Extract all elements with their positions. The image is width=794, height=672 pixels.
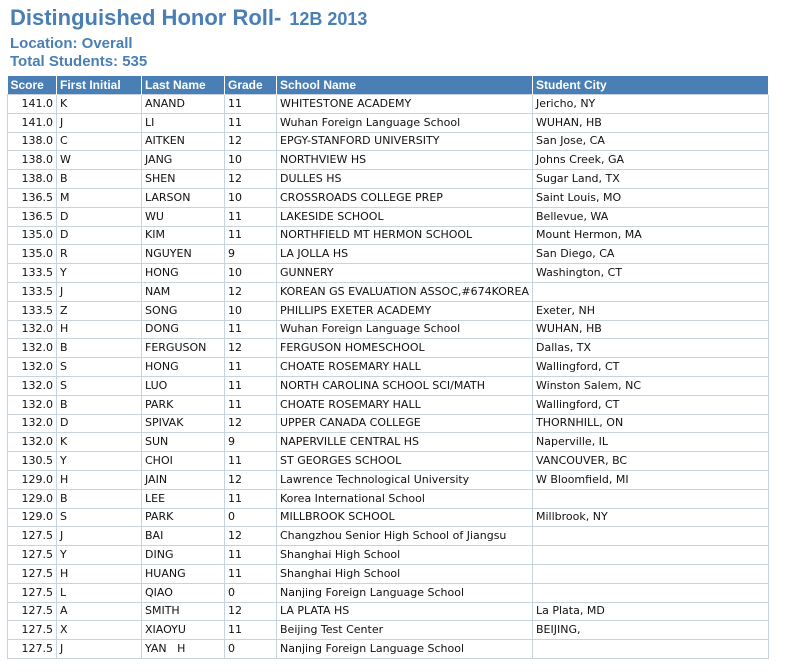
school-name-cell: FERGUSON HOMESCHOOL [277,339,533,358]
last-name-cell: HONG [142,358,225,377]
student-city-cell: VANCOUVER, BC [533,452,769,471]
student-city-cell: Jericho, NY [533,95,769,114]
table-row [8,527,769,546]
student-city-cell: Johns Creek, GA [533,151,769,170]
school-name-cell: Nanjing Foreign Language School [277,640,533,659]
score-cell: 133.5 [8,301,57,320]
grade-cell: 10 [225,188,277,207]
student-city-cell [533,527,769,546]
school-name-cell: CHOATE ROSEMARY HALL [277,358,533,377]
last-name-cell: LEE [142,489,225,508]
school-name-cell: Beijing Test Center [277,621,533,640]
first-initial-cell: B [57,170,142,189]
report-header [10,4,367,71]
grade-cell: 12 [225,414,277,433]
score-cell: 127.5 [8,583,57,602]
grade-cell: 0 [225,640,277,659]
student-city-cell [533,489,769,508]
last-name-cell: QIAO [142,583,225,602]
column-header-student-city[interactable]: Student City [533,76,769,95]
table-row [8,113,769,132]
table-row [8,489,769,508]
grade-cell: 11 [225,376,277,395]
column-header-grade[interactable]: Grade [225,76,277,95]
student-city-cell [533,282,769,301]
table-row [8,358,769,377]
last-name-cell: XIAOYU [142,621,225,640]
student-city-cell: Millbrook, NY [533,508,769,527]
student-city-cell: Wallingford, CT [533,395,769,414]
grade-cell: 11 [225,207,277,226]
first-initial-cell: J [57,527,142,546]
score-cell: 127.5 [8,546,57,565]
table-row [8,282,769,301]
school-name-cell: PHILLIPS EXETER ACADEMY [277,301,533,320]
last-name-cell: SONG [142,301,225,320]
score-cell: 132.0 [8,320,57,339]
student-city-cell: Mount Hermon, MA [533,226,769,245]
first-initial-cell: H [57,320,142,339]
score-cell: 132.0 [8,358,57,377]
school-name-cell: GUNNERY [277,264,533,283]
school-name-cell: LAKESIDE SCHOOL [277,207,533,226]
student-city-cell: Washington, CT [533,264,769,283]
table-row [8,188,769,207]
table-row [8,264,769,283]
last-name-cell: LUO [142,376,225,395]
table-row [8,452,769,471]
first-initial-cell: D [57,207,142,226]
last-name-cell: HONG [142,264,225,283]
score-cell: 133.5 [8,264,57,283]
last-name-cell: YAN H [142,640,225,659]
student-city-cell: WUHAN, HB [533,320,769,339]
last-name-cell: NAM [142,282,225,301]
first-initial-cell: Y [57,264,142,283]
school-name-cell: KOREAN GS EVALUATION ASSOC,#674KOREA [277,282,533,301]
first-initial-cell: D [57,414,142,433]
grade-cell: 11 [225,358,277,377]
student-city-cell [533,583,769,602]
location-label: Location: Overall [10,35,133,52]
student-city-cell: San Jose, CA [533,132,769,151]
grade-cell: 12 [225,470,277,489]
school-name-cell: EPGY-STANFORD UNIVERSITY [277,132,533,151]
score-cell: 135.0 [8,226,57,245]
table-row [8,395,769,414]
table-row [8,170,769,189]
grade-cell: 11 [225,95,277,114]
last-name-cell: PARK [142,508,225,527]
score-cell: 129.0 [8,508,57,527]
school-name-cell: Wuhan Foreign Language School [277,113,533,132]
student-city-cell: La Plata, MD [533,602,769,621]
title-row [10,4,367,35]
table-body [8,95,769,659]
table-row [8,564,769,583]
school-name-cell: NORTHVIEW HS [277,151,533,170]
student-city-cell: BEIJING, [533,621,769,640]
school-name-cell: Nanjing Foreign Language School [277,583,533,602]
first-initial-cell: K [57,433,142,452]
table-header-row [8,76,769,95]
grade-cell: 11 [225,320,277,339]
table-row [8,151,769,170]
first-initial-cell: K [57,95,142,114]
last-name-cell: WU [142,207,225,226]
first-initial-cell: Y [57,452,142,471]
student-city-cell: Wallingford, CT [533,358,769,377]
score-cell: 141.0 [8,95,57,114]
first-initial-cell: W [57,151,142,170]
school-name-cell: Shanghai High School [277,564,533,583]
school-name-cell: Lawrence Technological University [277,470,533,489]
table-row [8,376,769,395]
student-city-cell: THORNHILL, ON [533,414,769,433]
page-title: Distinguished Honor Roll- [10,5,282,30]
student-city-cell [533,640,769,659]
school-name-cell: DULLES HS [277,170,533,189]
student-city-cell: Exeter, NH [533,301,769,320]
grade-cell: 10 [225,301,277,320]
grade-cell: 0 [225,508,277,527]
score-cell: 127.5 [8,527,57,546]
first-initial-cell: B [57,339,142,358]
last-name-cell: JAIN [142,470,225,489]
grade-cell: 11 [225,452,277,471]
student-city-cell [533,546,769,565]
first-initial-cell: L [57,583,142,602]
first-initial-cell: C [57,132,142,151]
grade-cell: 10 [225,264,277,283]
student-city-cell: Dallas, TX [533,339,769,358]
table-row [8,207,769,226]
first-initial-cell: Y [57,546,142,565]
score-cell: 141.0 [8,113,57,132]
first-initial-cell: B [57,395,142,414]
last-name-cell: HUANG [142,564,225,583]
last-name-cell: KIM [142,226,225,245]
grade-cell: 11 [225,564,277,583]
score-cell: 127.5 [8,564,57,583]
table-row [8,508,769,527]
first-initial-cell: H [57,470,142,489]
school-name-cell: ST GEORGES SCHOOL [277,452,533,471]
first-initial-cell: S [57,358,142,377]
first-initial-cell: R [57,245,142,264]
grade-cell: 11 [225,395,277,414]
first-initial-cell: J [57,113,142,132]
student-city-cell: WUHAN, HB [533,113,769,132]
school-name-cell: CHOATE ROSEMARY HALL [277,395,533,414]
school-name-cell: Shanghai High School [277,546,533,565]
score-cell: 127.5 [8,640,57,659]
table-row [8,470,769,489]
column-header-first-initial[interactable]: First Initial [57,76,142,95]
last-name-cell: DING [142,546,225,565]
grade-cell: 11 [225,489,277,508]
grade-cell: 12 [225,132,277,151]
first-initial-cell: B [57,489,142,508]
student-city-cell: San Diego, CA [533,245,769,264]
student-city-cell: Saint Louis, MO [533,188,769,207]
first-initial-cell: J [57,640,142,659]
first-initial-cell: A [57,602,142,621]
score-cell: 138.0 [8,170,57,189]
score-cell: 132.0 [8,433,57,452]
school-name-cell: UPPER CANADA COLLEGE [277,414,533,433]
grade-cell: 12 [225,602,277,621]
table-row [8,414,769,433]
total-students-label: Total Students: 535 [10,53,148,70]
grade-cell: 9 [225,245,277,264]
student-city-cell: W Bloomfield, MI [533,470,769,489]
score-cell: 136.5 [8,188,57,207]
table-row [8,320,769,339]
grade-cell: 12 [225,339,277,358]
grade-cell: 11 [225,226,277,245]
page-subtitle: 12B 2013 [289,9,368,29]
table-row [8,339,769,358]
table-row [8,132,769,151]
score-cell: 133.5 [8,282,57,301]
last-name-cell: JANG [142,151,225,170]
school-name-cell: LA JOLLA HS [277,245,533,264]
last-name-cell: LARSON [142,188,225,207]
score-cell: 132.0 [8,339,57,358]
table-row [8,301,769,320]
table-row [8,602,769,621]
table-row [8,226,769,245]
table-row [8,640,769,659]
school-name-cell: CROSSROADS COLLEGE PREP [277,188,533,207]
school-name-cell: Korea International School [277,489,533,508]
school-name-cell: NORTH CAROLINA SCHOOL SCI/MATH [277,376,533,395]
table-row [8,245,769,264]
grade-cell: 10 [225,151,277,170]
school-name-cell: LA PLATA HS [277,602,533,621]
first-initial-cell: M [57,188,142,207]
score-cell: 127.5 [8,602,57,621]
grade-cell: 11 [225,113,277,132]
student-city-cell: Winston Salem, NC [533,376,769,395]
school-name-cell: NAPERVILLE CENTRAL HS [277,433,533,452]
score-cell: 132.0 [8,376,57,395]
first-initial-cell: S [57,376,142,395]
school-name-cell: NORTHFIELD MT HERMON SCHOOL [277,226,533,245]
school-name-cell: WHITESTONE ACADEMY [277,95,533,114]
last-name-cell: SUN [142,433,225,452]
score-cell: 138.0 [8,132,57,151]
last-name-cell: AITKEN [142,132,225,151]
last-name-cell: DONG [142,320,225,339]
grade-cell: 11 [225,546,277,565]
column-header-score[interactable]: Score [8,76,57,95]
grade-cell: 12 [225,282,277,301]
score-cell: 127.5 [8,621,57,640]
last-name-cell: SMITH [142,602,225,621]
student-city-cell: Sugar Land, TX [533,170,769,189]
first-initial-cell: J [57,282,142,301]
student-city-cell: Bellevue, WA [533,207,769,226]
honor-roll-table [7,76,769,659]
table-row [8,433,769,452]
school-name-cell: Changzhou Senior High School of Jiangsu [277,527,533,546]
last-name-cell: SPIVAK [142,414,225,433]
last-name-cell: SHEN [142,170,225,189]
grade-cell: 0 [225,583,277,602]
column-header-school-name[interactable]: School Name [277,76,533,95]
score-cell: 129.0 [8,470,57,489]
student-city-cell: Naperville, IL [533,433,769,452]
table-row [8,583,769,602]
student-city-cell [533,564,769,583]
table-row [8,621,769,640]
score-cell: 132.0 [8,395,57,414]
column-header-last-name[interactable]: Last Name [142,76,225,95]
school-name-cell: Wuhan Foreign Language School [277,320,533,339]
first-initial-cell: D [57,226,142,245]
last-name-cell: LI [142,113,225,132]
grade-cell: 12 [225,170,277,189]
score-cell: 132.0 [8,414,57,433]
grade-cell: 11 [225,621,277,640]
table-row [8,546,769,565]
score-cell: 135.0 [8,245,57,264]
first-initial-cell: Z [57,301,142,320]
score-cell: 130.5 [8,452,57,471]
grade-cell: 12 [225,527,277,546]
last-name-cell: FERGUSON [142,339,225,358]
grade-cell: 9 [225,433,277,452]
school-name-cell: MILLBROOK SCHOOL [277,508,533,527]
last-name-cell: CHOI [142,452,225,471]
score-cell: 129.0 [8,489,57,508]
last-name-cell: ANAND [142,95,225,114]
first-initial-cell: S [57,508,142,527]
last-name-cell: NGUYEN [142,245,225,264]
table-row [8,95,769,114]
first-initial-cell: X [57,621,142,640]
last-name-cell: PARK [142,395,225,414]
score-cell: 138.0 [8,151,57,170]
last-name-cell: BAI [142,527,225,546]
first-initial-cell: H [57,564,142,583]
score-cell: 136.5 [8,207,57,226]
